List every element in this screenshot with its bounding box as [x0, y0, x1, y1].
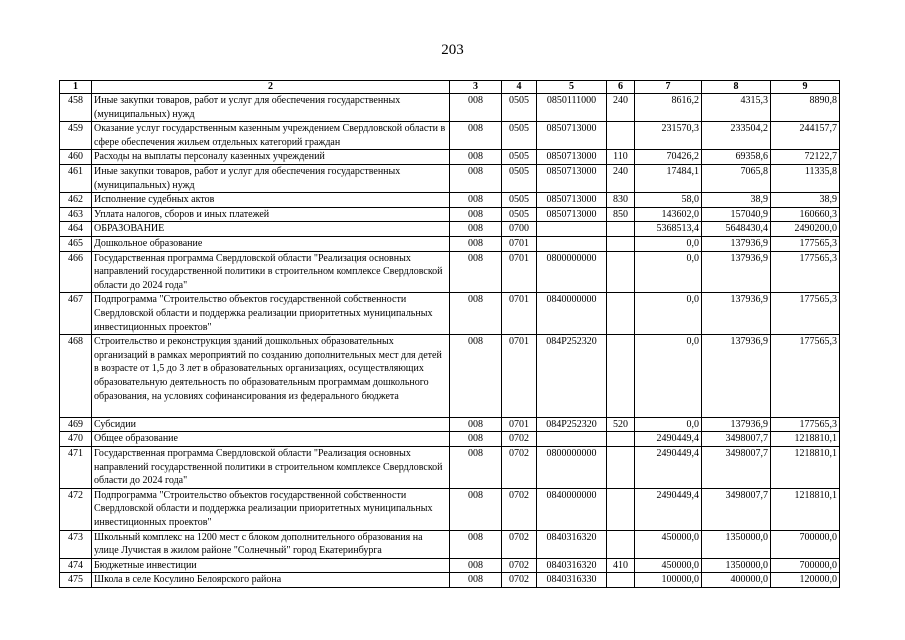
item-name-cell: Школа в селе Косулино Белоярского района: [92, 573, 450, 588]
section-code-cell: 0702: [502, 558, 537, 573]
amount-col8-cell: 38,9: [702, 193, 771, 208]
item-name-cell: Подпрограмма "Строительство объектов государственной собственности Свердловской области и поддержка реализации приоритетных муниципальных инвестиционных проектов": [92, 293, 450, 335]
table-row: [60, 573, 840, 588]
section-code-cell: 0702: [502, 573, 537, 588]
amount-col8-cell: 157040,9: [702, 207, 771, 222]
table-row: [60, 446, 840, 488]
target-article-cell: 0850713000: [537, 193, 607, 208]
item-name-cell: Подпрограмма "Строительство объектов государственной собственности Свердловской области и поддержка реализации приоритетных муниципальных инвестиционных проектов": [92, 488, 450, 530]
ministry-code-cell: 008: [450, 573, 502, 588]
amount-col8-cell: 400000,0: [702, 573, 771, 588]
target-article-cell: [537, 236, 607, 251]
expense-type-cell: [607, 236, 635, 251]
section-code-cell: 0505: [502, 207, 537, 222]
ministry-code-cell: 008: [450, 222, 502, 237]
row-number-cell: 460: [60, 150, 92, 165]
amount-col7-cell: 0,0: [635, 335, 702, 418]
table-row: [60, 335, 840, 418]
ministry-code-cell: 008: [450, 335, 502, 418]
ministry-code-cell: 008: [450, 207, 502, 222]
amount-col9-cell: 120000,0: [771, 573, 840, 588]
row-number-cell: 471: [60, 446, 92, 488]
table-row: [60, 94, 840, 122]
table-row: [60, 417, 840, 432]
column-header: 4: [502, 81, 537, 94]
section-code-cell: 0701: [502, 251, 537, 293]
amount-col8-cell: 4315,3: [702, 94, 771, 122]
amount-col7-cell: 231570,3: [635, 122, 702, 150]
table-row: [60, 207, 840, 222]
row-number-cell: 461: [60, 164, 92, 192]
ministry-code-cell: 008: [450, 432, 502, 447]
target-article-cell: 0840000000: [537, 293, 607, 335]
amount-col8-cell: 5648430,4: [702, 222, 771, 237]
row-number-cell: 473: [60, 530, 92, 558]
item-name-cell: Общее образование: [92, 432, 450, 447]
amount-col9-cell: 11335,8: [771, 164, 840, 192]
table-row: [60, 236, 840, 251]
table-row: [60, 432, 840, 447]
target-article-cell: 0850713000: [537, 164, 607, 192]
amount-col9-cell: 700000,0: [771, 530, 840, 558]
expense-type-cell: [607, 122, 635, 150]
amount-col8-cell: 3498007,7: [702, 432, 771, 447]
ministry-code-cell: 008: [450, 164, 502, 192]
amount-col9-cell: 38,9: [771, 193, 840, 208]
section-code-cell: 0702: [502, 446, 537, 488]
ministry-code-cell: 008: [450, 417, 502, 432]
item-name-cell: Школьный комплекс на 1200 мест с блоком дополнительного образования на улице Лучистая в жилом районе "Солнечный" город Екатеринбурга: [92, 530, 450, 558]
amount-col7-cell: 143602,0: [635, 207, 702, 222]
section-code-cell: 0701: [502, 293, 537, 335]
amount-col7-cell: 450000,0: [635, 558, 702, 573]
column-header: 6: [607, 81, 635, 94]
expense-type-cell: 110: [607, 150, 635, 165]
row-number-cell: 458: [60, 94, 92, 122]
amount-col8-cell: 7065,8: [702, 164, 771, 192]
section-code-cell: 0505: [502, 164, 537, 192]
page-number: 203: [441, 42, 464, 58]
amount-col7-cell: 450000,0: [635, 530, 702, 558]
item-name-cell: Государственная программа Свердловской области "Реализация основных направлений государственной политики в строительном комплексе Свердловской области до 2024 года": [92, 446, 450, 488]
amount-col8-cell: 137936,9: [702, 236, 771, 251]
amount-col8-cell: 3498007,7: [702, 488, 771, 530]
expense-type-cell: 520: [607, 417, 635, 432]
expense-type-cell: [607, 251, 635, 293]
amount-col8-cell: 233504,2: [702, 122, 771, 150]
amount-col8-cell: 69358,6: [702, 150, 771, 165]
section-code-cell: 0701: [502, 335, 537, 418]
expense-type-cell: [607, 293, 635, 335]
section-code-cell: 0701: [502, 417, 537, 432]
row-number-cell: 470: [60, 432, 92, 447]
amount-col7-cell: 2490449,4: [635, 432, 702, 447]
amount-col9-cell: 72122,7: [771, 150, 840, 165]
target-article-cell: 0840000000: [537, 488, 607, 530]
target-article-cell: 084P252320: [537, 335, 607, 418]
target-article-cell: 0850713000: [537, 150, 607, 165]
column-header: 9: [771, 81, 840, 94]
expense-type-cell: 240: [607, 164, 635, 192]
section-code-cell: 0702: [502, 488, 537, 530]
row-number-cell: 474: [60, 558, 92, 573]
ministry-code-cell: 008: [450, 558, 502, 573]
amount-col7-cell: 17484,1: [635, 164, 702, 192]
amount-col7-cell: 70426,2: [635, 150, 702, 165]
item-name-cell: Государственная программа Свердловской области "Реализация основных направлений государственной политики в строительном комплексе Свердловской области до 2024 года": [92, 251, 450, 293]
ministry-code-cell: 008: [450, 193, 502, 208]
table-row: [60, 558, 840, 573]
item-name-cell: Строительство и реконструкция зданий дошкольных образовательных организаций в рамках мероприятий по созданию дополнительных мест для детей в возрасте от 1,5 до 3 лет в образовательных организациях, осуществляющих образовательную деятельность по образовательным программам дошкольного образования, на условиях софинансирования из федерального бюджета: [92, 335, 450, 418]
amount-col8-cell: 137936,9: [702, 251, 771, 293]
table-row: [60, 164, 840, 192]
amount-col8-cell: 137936,9: [702, 293, 771, 335]
amount-col9-cell: 177565,3: [771, 417, 840, 432]
amount-col9-cell: 1218810,1: [771, 432, 840, 447]
expense-type-cell: 410: [607, 558, 635, 573]
table-row: [60, 530, 840, 558]
row-number-cell: 469: [60, 417, 92, 432]
amount-col9-cell: 1218810,1: [771, 446, 840, 488]
expense-type-cell: [607, 530, 635, 558]
section-code-cell: 0700: [502, 222, 537, 237]
column-header: 7: [635, 81, 702, 94]
amount-col7-cell: 0,0: [635, 293, 702, 335]
column-header: 3: [450, 81, 502, 94]
row-number-cell: 468: [60, 335, 92, 418]
amount-col9-cell: 1218810,1: [771, 488, 840, 530]
table-row: [60, 193, 840, 208]
amount-col9-cell: 160660,3: [771, 207, 840, 222]
expense-type-cell: [607, 335, 635, 418]
budget-table: [59, 80, 840, 588]
row-number-cell: 459: [60, 122, 92, 150]
target-article-cell: 0800000000: [537, 251, 607, 293]
amount-col8-cell: 137936,9: [702, 417, 771, 432]
column-header: 2: [92, 81, 450, 94]
target-article-cell: 0840316320: [537, 558, 607, 573]
column-header: 5: [537, 81, 607, 94]
column-header: 8: [702, 81, 771, 94]
ministry-code-cell: 008: [450, 94, 502, 122]
amount-col7-cell: 0,0: [635, 236, 702, 251]
amount-col9-cell: 177565,3: [771, 335, 840, 418]
expense-type-cell: [607, 573, 635, 588]
amount-col9-cell: 177565,3: [771, 251, 840, 293]
target-article-cell: [537, 432, 607, 447]
expense-type-cell: 850: [607, 207, 635, 222]
table-row: [60, 488, 840, 530]
amount-col9-cell: 700000,0: [771, 558, 840, 573]
section-code-cell: 0702: [502, 432, 537, 447]
section-code-cell: 0701: [502, 236, 537, 251]
row-number-cell: 465: [60, 236, 92, 251]
row-number-cell: 463: [60, 207, 92, 222]
amount-col7-cell: 8616,2: [635, 94, 702, 122]
item-name-cell: Расходы на выплаты персоналу казенных учреждений: [92, 150, 450, 165]
item-name-cell: Исполнение судебных актов: [92, 193, 450, 208]
item-name-cell: ОБРАЗОВАНИЕ: [92, 222, 450, 237]
amount-col9-cell: 177565,3: [771, 236, 840, 251]
target-article-cell: 0800000000: [537, 446, 607, 488]
amount-col9-cell: 8890,8: [771, 94, 840, 122]
section-code-cell: 0505: [502, 193, 537, 208]
table-header-row: [60, 81, 840, 94]
amount-col7-cell: 0,0: [635, 251, 702, 293]
expense-type-cell: [607, 432, 635, 447]
ministry-code-cell: 008: [450, 251, 502, 293]
expense-type-cell: [607, 222, 635, 237]
expense-type-cell: 240: [607, 94, 635, 122]
table-row: [60, 222, 840, 237]
ministry-code-cell: 008: [450, 236, 502, 251]
table-row: [60, 251, 840, 293]
row-number-cell: 467: [60, 293, 92, 335]
item-name-cell: Субсидии: [92, 417, 450, 432]
target-article-cell: 084P252320: [537, 417, 607, 432]
ministry-code-cell: 008: [450, 122, 502, 150]
item-name-cell: Иные закупки товаров, работ и услуг для обеспечения государственных (муниципальных) нужд: [92, 164, 450, 192]
table-row: [60, 122, 840, 150]
expense-type-cell: [607, 446, 635, 488]
table-row: [60, 293, 840, 335]
item-name-cell: Бюджетные инвестиции: [92, 558, 450, 573]
column-header: 1: [60, 81, 92, 94]
target-article-cell: 0840316330: [537, 573, 607, 588]
item-name-cell: Оказание услуг государственным казенным учреждением Свердловской области в сфере обеспечения жильем отдельных категорий граждан: [92, 122, 450, 150]
amount-col7-cell: 2490449,4: [635, 446, 702, 488]
row-number-cell: 475: [60, 573, 92, 588]
ministry-code-cell: 008: [450, 293, 502, 335]
row-number-cell: 462: [60, 193, 92, 208]
item-name-cell: Уплата налогов, сборов и иных платежей: [92, 207, 450, 222]
expense-type-cell: 830: [607, 193, 635, 208]
target-article-cell: 0850111000: [537, 94, 607, 122]
ministry-code-cell: 008: [450, 488, 502, 530]
row-number-cell: 472: [60, 488, 92, 530]
amount-col9-cell: 2490200,0: [771, 222, 840, 237]
target-article-cell: 0840316320: [537, 530, 607, 558]
amount-col8-cell: 137936,9: [702, 335, 771, 418]
ministry-code-cell: 008: [450, 530, 502, 558]
amount-col9-cell: 177565,3: [771, 293, 840, 335]
amount-col7-cell: 0,0: [635, 417, 702, 432]
item-name-cell: Дошкольное образование: [92, 236, 450, 251]
table-body: [60, 94, 840, 588]
ministry-code-cell: 008: [450, 150, 502, 165]
amount-col7-cell: 2490449,4: [635, 488, 702, 530]
section-code-cell: 0505: [502, 150, 537, 165]
section-code-cell: 0505: [502, 94, 537, 122]
target-article-cell: 0850713000: [537, 122, 607, 150]
amount-col8-cell: 1350000,0: [702, 558, 771, 573]
section-code-cell: 0505: [502, 122, 537, 150]
ministry-code-cell: 008: [450, 446, 502, 488]
amount-col8-cell: 1350000,0: [702, 530, 771, 558]
amount-col8-cell: 3498007,7: [702, 446, 771, 488]
target-article-cell: [537, 222, 607, 237]
amount-col7-cell: 58,0: [635, 193, 702, 208]
section-code-cell: 0702: [502, 530, 537, 558]
table-row: [60, 150, 840, 165]
item-name-cell: Иные закупки товаров, работ и услуг для обеспечения государственных (муниципальных) нужд: [92, 94, 450, 122]
row-number-cell: 464: [60, 222, 92, 237]
amount-col7-cell: 5368513,4: [635, 222, 702, 237]
target-article-cell: 0850713000: [537, 207, 607, 222]
row-number-cell: 466: [60, 251, 92, 293]
expense-type-cell: [607, 488, 635, 530]
amount-col9-cell: 244157,7: [771, 122, 840, 150]
amount-col7-cell: 100000,0: [635, 573, 702, 588]
